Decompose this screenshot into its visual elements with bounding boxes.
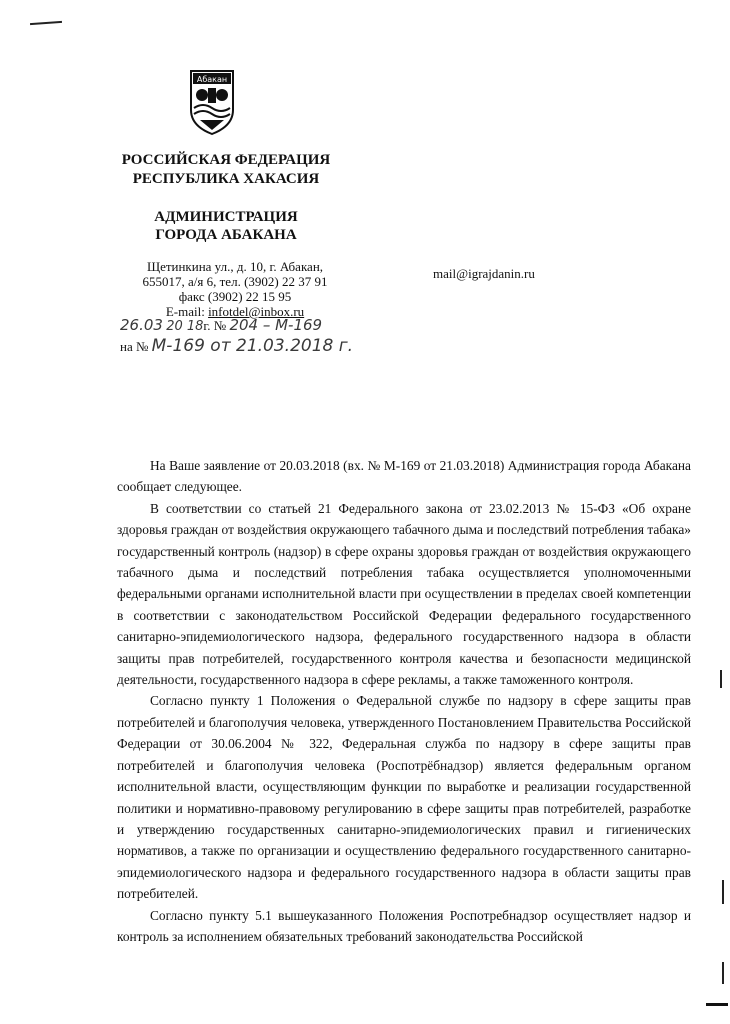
address-street: Щетинкина ул., д. 10, г. Абакан, xyxy=(146,259,324,274)
scan-mark xyxy=(720,670,722,688)
email-link[interactable]: infotdel@inbox.ru xyxy=(208,304,305,319)
address-fax: факс (3902) 22 15 95 xyxy=(178,289,292,304)
on-prefix: на № xyxy=(120,339,149,354)
email-prefix: E-mail: xyxy=(165,304,209,319)
incoming-reference xyxy=(120,336,353,356)
header-city: ГОРОДА АБАКАНА xyxy=(155,227,297,243)
handwritten-incoming: М-169 от 21.03.2018 г. xyxy=(151,336,354,356)
letter-body xyxy=(117,455,691,947)
header-administration: АДМИНИСТРАЦИЯ xyxy=(154,209,298,225)
handwritten-year: 20 18 xyxy=(166,319,204,334)
scan-mark xyxy=(30,21,62,25)
city-emblem xyxy=(188,68,236,136)
year-suffix: г. № xyxy=(203,318,227,333)
header-republic: РЕСПУБЛИКА ХАКАСИЯ xyxy=(132,171,320,187)
recipient-email: mail@igrajdanin.ru xyxy=(433,266,535,281)
scan-mark xyxy=(706,1003,728,1006)
scan-mark xyxy=(722,880,724,904)
handwritten-number: 204 – М-169 xyxy=(229,316,323,334)
paragraph-4: Согласно пункту 5.1 вышеуказанного Положения Роспотребнадзор осуществляет надзор и контроль за исполнением обязательных требований законодательства Российской xyxy=(117,907,691,944)
scan-mark xyxy=(722,962,724,984)
paragraph-2: В соответствии со статьей 21 Федерального закона от 23.02.2013 № 15-ФЗ «Об охране здоровья граждан от воздействия окружающего табачного дыма и последствий потребления табака» государственный контроль (надзор) в сфере охраны здоровья граждан от воздействия окружающего табачного дыма и последствий потребления табака осуществляется уполномоченными федеральными органами исполнительной власти при осуществлении в пределах своей компетенции в соответствии с законодательством Российской Федерации федерального государственного санитарно-эпидемиологического надзора, федерального государственного надзора в области защиты прав потребителей, государственного контроля качества и безопасности медицинской деятельности, государственного надзора в сфере рекламы, а также таможенного контроля. xyxy=(117,500,691,688)
paragraph-1: На Ваше заявление от 20.03.2018 (вх. № М-169 от 21.03.2018) Администрация города Абакана сообщает следующее. xyxy=(117,458,691,495)
paragraph-3: Согласно пункту 1 Положения о Федеральной службе по надзору в сфере защиты прав потребителей и благополучия человека, утвержденного Постановлением Правительства Российской Федерации от 30.06.2004 № 322, Федеральная служба по надзору в сфере защиты прав потребителей и благополучия человека (Роспотрёбнадзор) является федеральным органом исполнительной власти, осуществляющим функции по выработке и реализации государственной политики и нормативно-правовому регулированию в сфере защиты прав потребителей, разработке и утверждению государственных санитарно-эпидемиологических правил и гигиенических нормативов, а также по организации и осуществлению федерального государственного санитарно-эпидемиологического надзора и федерального государственного надзора в области защиты прав потребителей. xyxy=(117,693,691,902)
header-country: РОССИЙСКАЯ ФЕДЕРАЦИЯ xyxy=(121,152,331,168)
emblem-label: Абакан xyxy=(196,75,228,84)
address-postal-phone: 655017, а/я 6, тел. (3902) 22 37 91 xyxy=(142,274,328,289)
handwritten-date: 26.03 xyxy=(120,316,163,334)
outgoing-reference xyxy=(120,316,322,334)
